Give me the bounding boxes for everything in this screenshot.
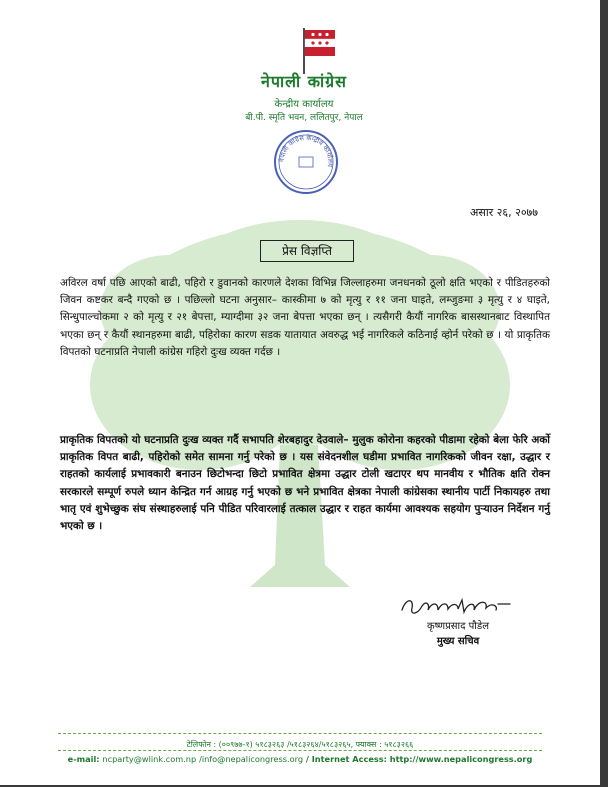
party-flag-icon xyxy=(298,26,338,76)
signature-icon xyxy=(398,594,518,620)
footer-divider xyxy=(58,733,542,734)
signatory-title: मुख्य सचिव xyxy=(436,636,480,647)
office-name: केन्द्रीय कार्यालय xyxy=(274,99,334,110)
email-link-1[interactable]: ncparty@wlink.com.np xyxy=(102,754,197,764)
email-link-2[interactable]: /info@nepalicongress.org xyxy=(199,754,304,764)
letter-date: असार २६, २०७७ xyxy=(470,206,538,219)
footer-phone: टेलिफोन : (००९७७-१) ५१८३२६३ /५१८३२६४/५१८३२६५, फ्याक्स : ५१८३२६६ xyxy=(186,740,414,749)
official-seal-icon xyxy=(272,128,340,196)
signatory-name: कृष्णप्रसाद पौडेल xyxy=(426,621,490,632)
body-paragraph-1: अविरल वर्षा पछि आएको बाढी, पहिरो र डुवानको कारणले देशका विभिन्न जिल्लाहरुमा जनधनको ठूलो क्षति भएको र पीडितहरुको जिवन कष्टकर बन्दै गएको छ । पछिल्लो घटना अनुसार– कास्कीमा ७ को मृत्यु र ११ जना घाइते, लम्जुङमा ३ मृत्यु र ४ घाइते, सिन्धुपाल्चोकमा २ को मृत्यु र २१ बेपत्ता, म्याग्दीमा ३२ जना बेपत्ता भएका छन् । त्यसैगरी कैयौं नागरिक बासस्थानबाट विस्थापित भएका छन् र कैयौं स्थानहरुमा बाढी, पहिरोका कारण सडक यातायात अवरुद्ध भई नागरिकले कठिनाई व्होर्न परेको छ । यो प्राकृतिक विपतको घटनाप्रति नेपाली कांग्रेस गहिरो दुःख व्यक्त गर्दछ । xyxy=(60,277,550,358)
website-link[interactable]: http://www.nepalicongress.org xyxy=(389,754,533,764)
email-label: e-mail: xyxy=(67,754,100,764)
party-name: नेपाली कांग्रेस xyxy=(261,72,347,91)
press-release-heading: प्रेस विज्ञप्ति xyxy=(260,240,354,262)
body-paragraph-2: प्राकृतिक विपतको यो घटनाप्रति दुःख व्यक्त गर्दै सभापति शेरबहादुर देउवाले– मुलुक कोरोना कहरको पीडामा रहेको बेला फेरि अर्को प्राकृतिक विपत बाढी, पहिरोको समेत सामना गर्नु परेको छ । यस संवेदनशील घडीमा प्रभावित नागरिकको जीवन रक्षा, उद्धार र राहतको कार्यलाई प्रभावकारी बनाउन छिटोभन्दा छिटो प्रभावित क्षेत्रमा उद्धार टोली खटाएर थप मानवीय र भौतिक क्षति रोक्न सरकारले सम्पूर्ण रुपले ध्यान केन्द्रित गर्न आग्रह गर्नु भएको छ भने प्रभावित क्षेत्रका नेपाली कांग्रेसका स्थानीय पार्टी निकायहरु तथा भातृ एवं शुभेच्छुक संघ संस्थाहरुलाई पनि पीडित परिवारलाई तत्काल उद्धार र राहत कार्यमा आवश्यक सहयोग पुर्‍याउन निर्देशन गर्नु भएको छ । xyxy=(60,434,550,533)
internet-label: / Internet Access: xyxy=(305,754,387,764)
tree-watermark-icon xyxy=(90,215,510,595)
footer-divider xyxy=(58,750,542,751)
footer-contact xyxy=(0,754,600,764)
office-address: बी.पी. स्मृति भवन, ललितपुर, नेपाल xyxy=(245,113,363,123)
seal-text: नेपाली कांग्रेस केन्द्रीय कार्यालय xyxy=(277,133,335,168)
